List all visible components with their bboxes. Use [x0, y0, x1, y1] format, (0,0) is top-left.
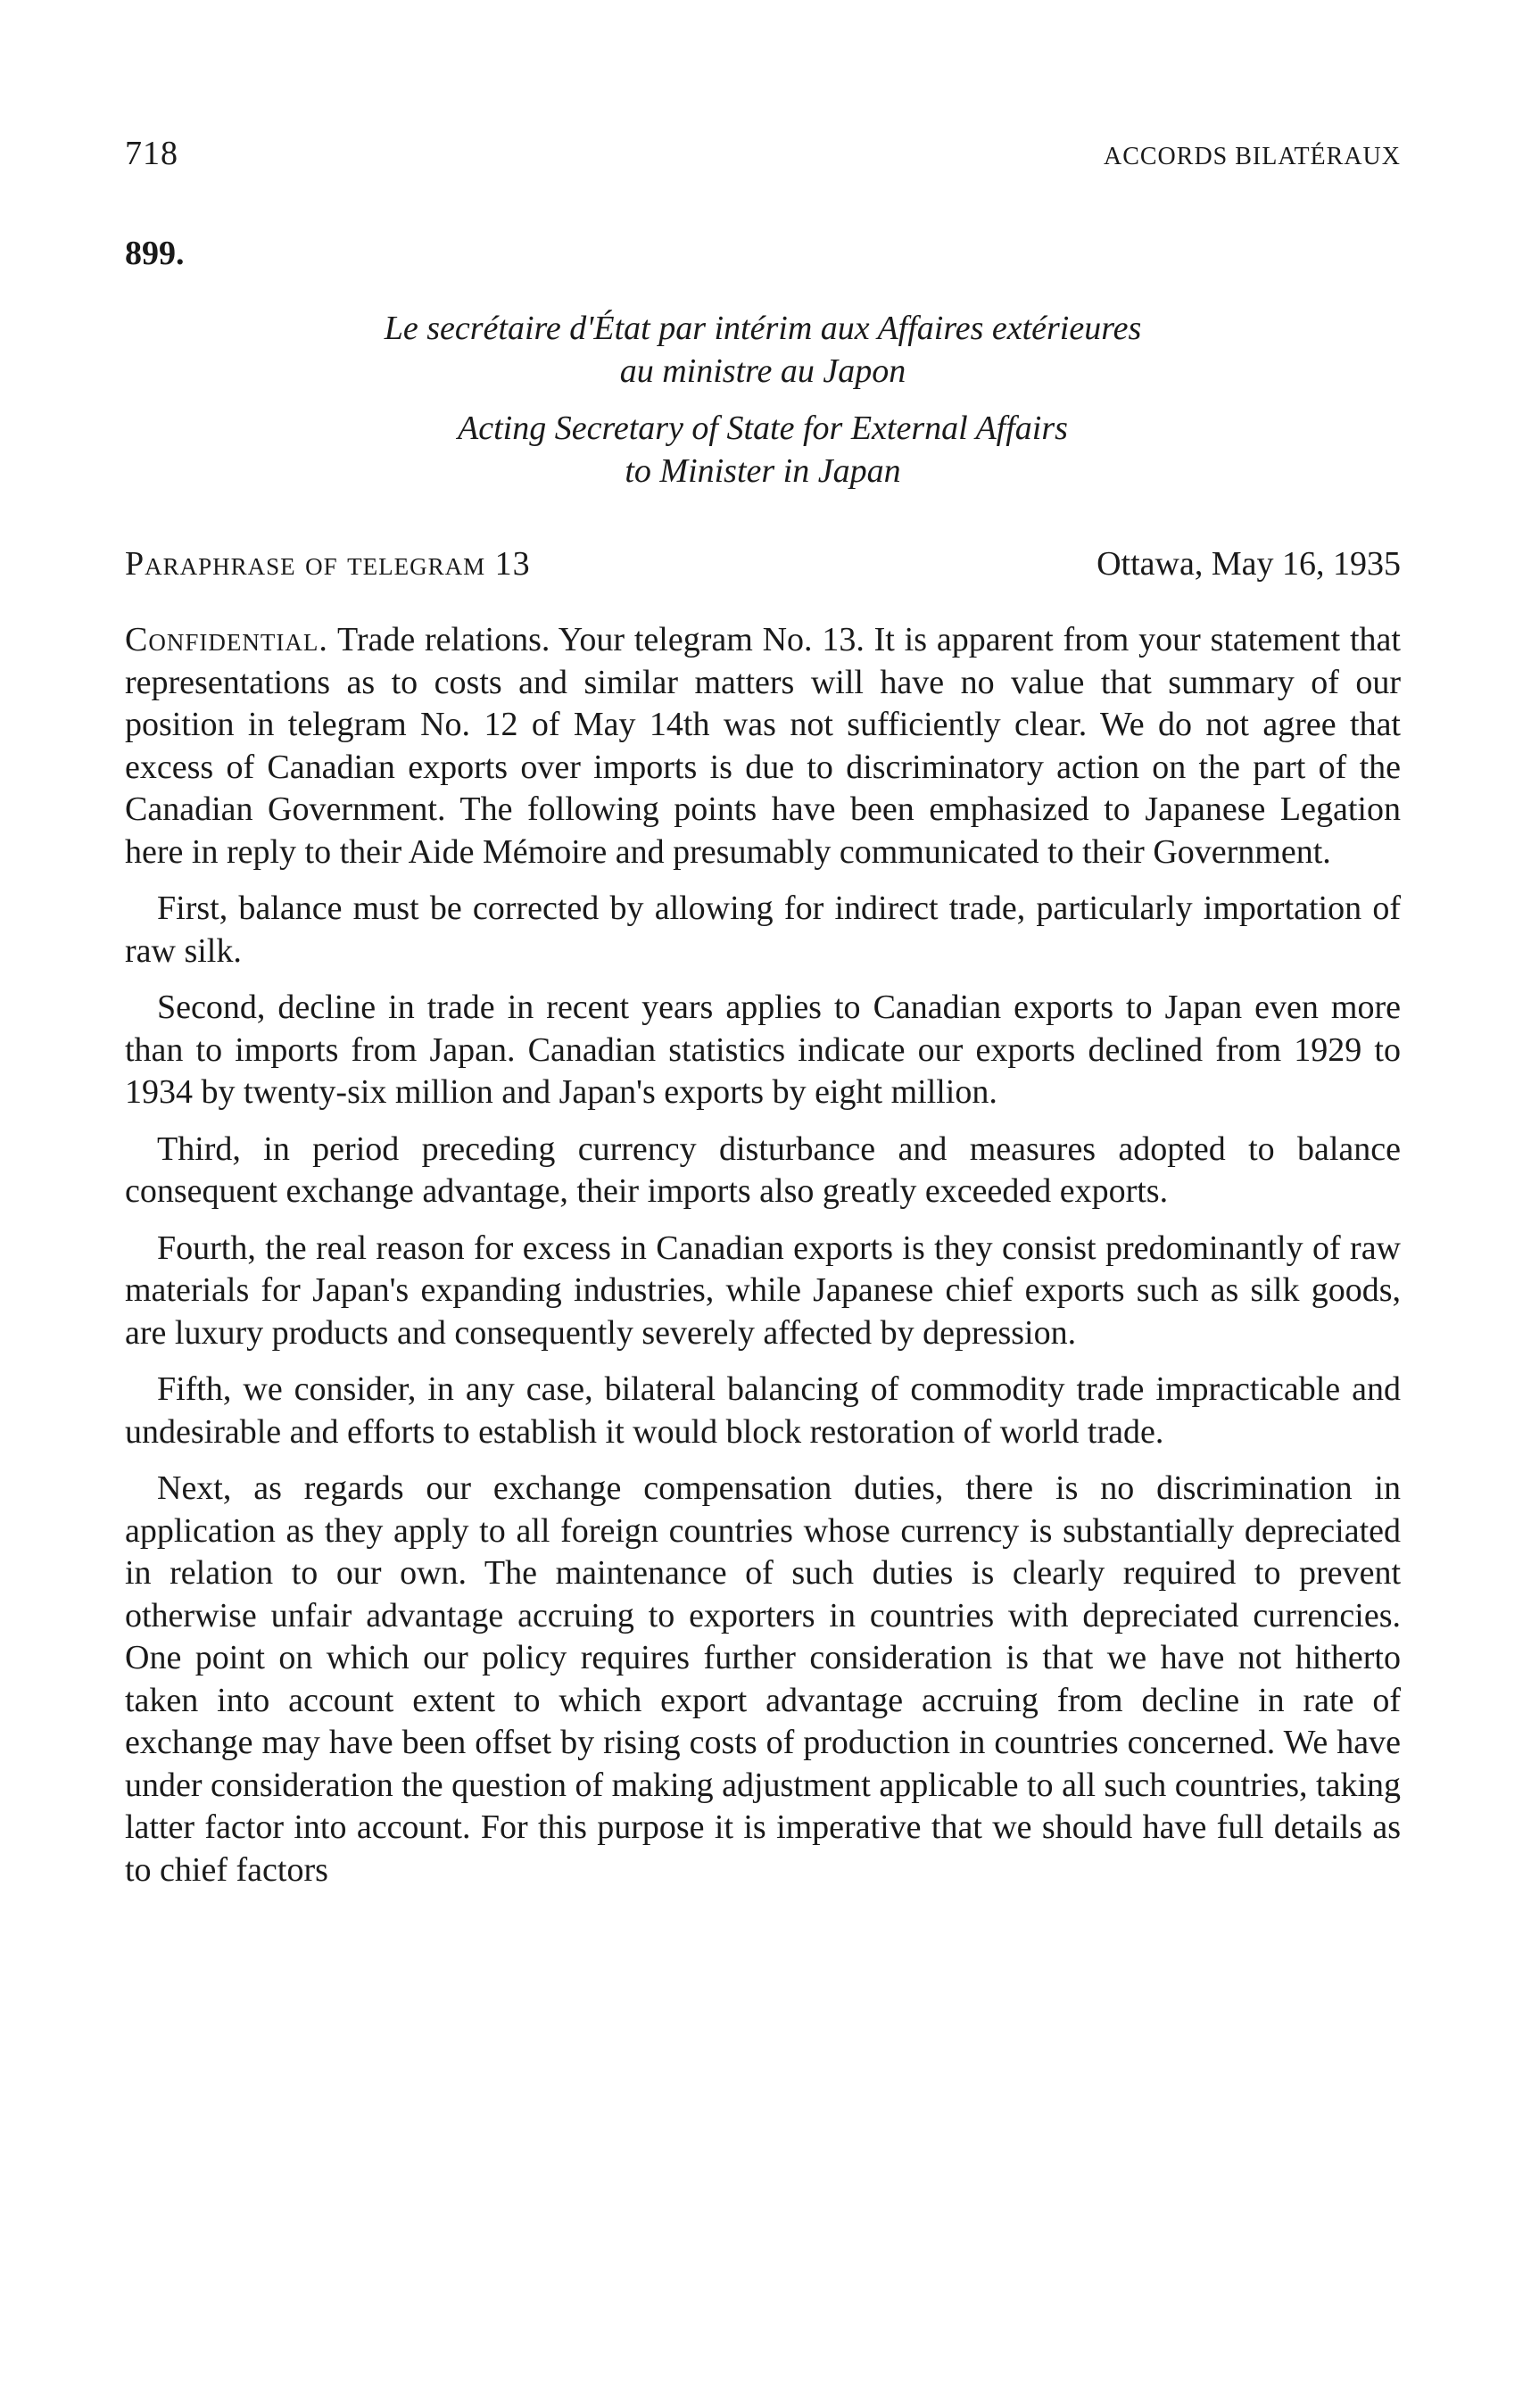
paragraph-6: Fifth, we consider, in any case, bilateral balancing of commodity trade impracticable and undesirable and efforts to establish it would block restoration of world trade.: [125, 1370, 1401, 1451]
paragraph-1-text: Trade relations. Your telegram No. 13. It is apparent from your statement that representations as to costs and similar matters will have no value that summary of our position in telegram No. 12 of May 14th was not sufficiently clear. We do not agree that excess of Canadian exports over imports is due to discriminatory action on the part of the Canadian Government. The following points have been emphasized to Japanese Legation here in reply to their Aide Mémoire and presumably communicated to their Government.: [125, 621, 1401, 871]
document-page: [125, 134, 1401, 2338]
running-title: ACCORDS BILATÉRAUX: [1103, 143, 1401, 170]
classification-label: Confidential.: [125, 621, 328, 658]
document-headings: [125, 307, 1401, 492]
heading-french-line-2: au ministre au Japon: [619, 352, 906, 390]
heading-french: [125, 307, 1401, 393]
document-body: [125, 619, 1401, 1891]
paragraph-5: Fourth, the real reason for excess in Canadian exports is they consist predominantly of raw materials for Japan's expanding industries, while Japanese chief exports such as silk goods, are luxury products and consequently severely affected by depression.: [125, 1229, 1401, 1352]
paragraph-3: Second, decline in trade in recent years applies to Canadian exports to Japan even more than to imports from Japan. Canadian statistics indicate our exports declined from 1929 to 1934 by twenty-six million and Japan's exports by eight million.: [125, 989, 1401, 1111]
heading-french-line-1: Le secrétaire d'État par intérim aux Affaires extérieures: [384, 310, 1142, 347]
page-number: 718: [125, 135, 178, 172]
heading-english: [125, 407, 1401, 492]
paragraph-1: [125, 619, 1401, 873]
heading-english-line-1: Acting Secretary of State for External Affairs: [458, 410, 1068, 447]
place-date: Ottawa, May 16, 1935: [1097, 545, 1401, 583]
paragraph-4: Third, in period preceding currency disturbance and measures adopted to balance consequent exchange advantage, their imports also greatly exceeded exports.: [125, 1130, 1401, 1210]
paragraph-7: Next, as regards our exchange compensation duties, there is no discrimination in application as they apply to all foreign countries whose currency is substantially depreciated in relation to our own. The maintenance of such duties is clearly required to prevent otherwise unfair advantage accruing to exporters in countries with depreciated currencies. One point on which our policy requires further consideration is that we have not hitherto taken into account extent to which export advantage accruing from decline in rate of exchange may have been offset by rising costs of production in countries concerned. We have under consideration the question of making adjustment applicable to all such countries, taking latter factor into account. For this purpose it is imperative that we should have full details as to chief factors: [125, 1469, 1401, 1889]
heading-english-line-2: to Minister in Japan: [625, 452, 901, 490]
telegram-meta: [125, 544, 1401, 583]
paragraph-2: First, balance must be corrected by allowing for indirect trade, particularly importation of raw silk.: [125, 890, 1401, 970]
document-number: 899.: [125, 235, 185, 272]
running-header: [125, 134, 1401, 187]
telegram-label: Paraphrase of telegram 13: [125, 545, 531, 583]
